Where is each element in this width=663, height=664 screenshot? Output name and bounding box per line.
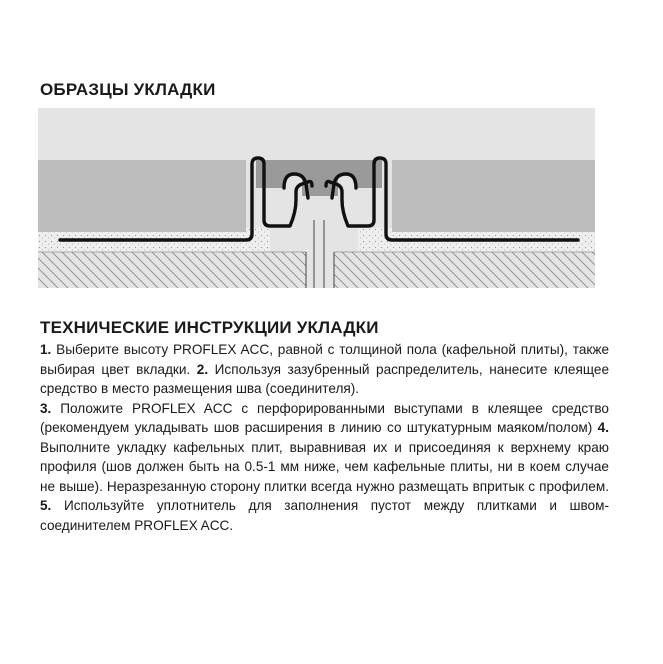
step-number: 5. [40,498,52,513]
profile-stem [314,208,324,288]
step-text: Положите PROFLEX ACC с перфорированными выступами в клеящее средство (рекомендуем укладывать шов расширения в линию со штукатурным маяком/полом) [40,400,609,435]
samples-title: ОБРАЗЦЫ УКЛАДКИ [40,80,216,99]
instructions-title: ТЕХНИЧЕСКИЕ ИНСТРУКЦИИ УКЛАДКИ [40,318,379,337]
installation-diagram [38,108,595,288]
step-number: 1. [40,342,52,357]
tile-right [392,160,595,232]
step-number: 4. [597,420,609,435]
step-text: Используя зазубренный распределитель, нанесите клеящее средство в место размещения шва (соединителя). [40,361,610,396]
step-number: 3. [40,400,52,416]
step-number: 2. [196,361,209,377]
instructions-text [40,340,609,535]
tile-left [38,160,246,232]
step-text: Выполните укладку кафельных плит, выравнивая их и присоединяя к верхнему краю профиля (шов должен быть на 0.5-1 мм ниже, чем кафельные плиты, ни в коем случае не выше). Неразрезанную сторону плитки всегда нужно размещать впритык с профилем. [40,439,609,494]
step-text: Выберите высоту PROFLEX ACC, равной с толщиной пола (кафельной плиты), также выбирая цвет вкладки. [40,342,609,377]
substrate-left [38,252,306,288]
substrate-right [334,252,595,288]
step-text: Используйте уплотнитель для заполнения пустот между плитками и швом-соединителем PROFLEX ACC. [40,498,609,533]
